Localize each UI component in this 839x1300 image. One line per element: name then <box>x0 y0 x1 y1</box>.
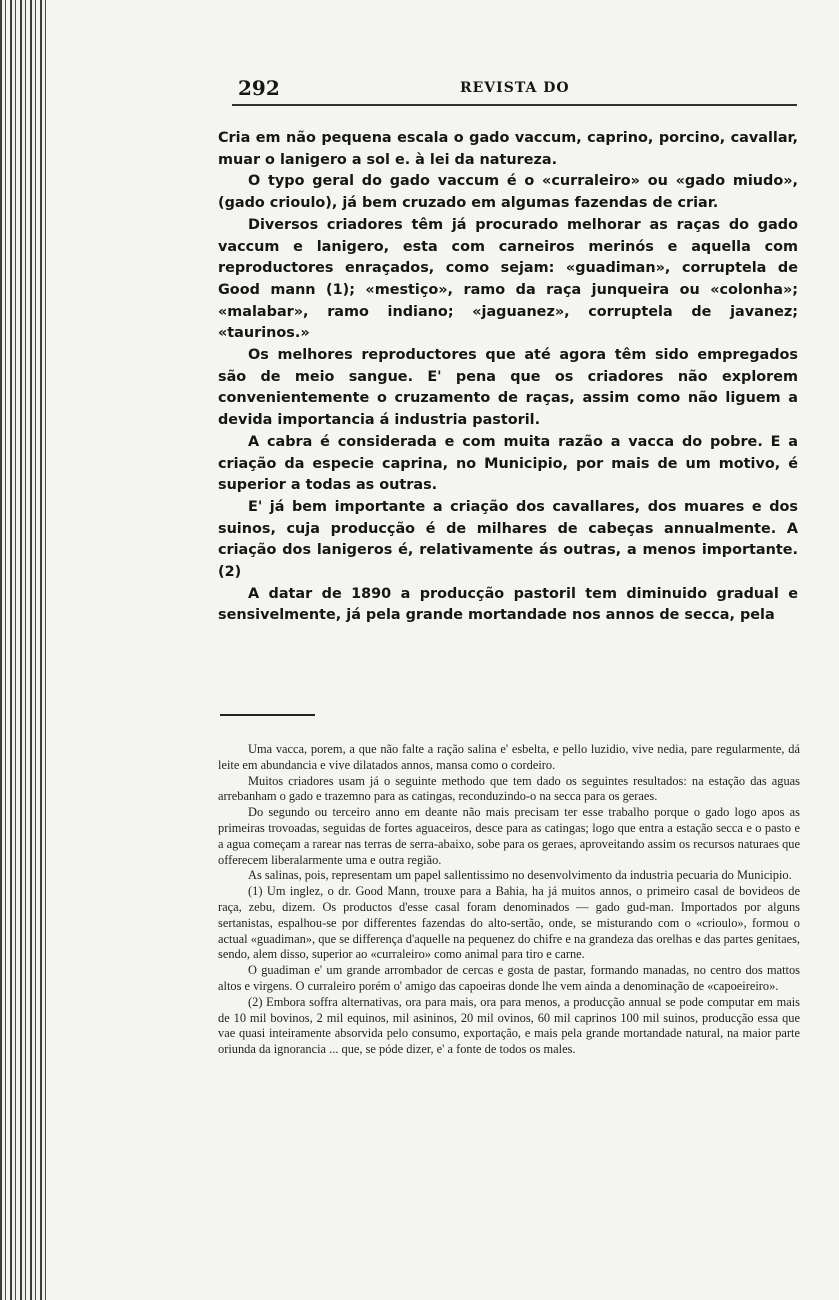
footnotes <box>218 742 800 1058</box>
paragraph: O typo geral do gado vaccum é o «curraleiro» ou «gado miudo», (gado crioulo), já bem cruzado em algumas fazendas de criar. <box>218 173 798 212</box>
footnote: O guadiman e' um grande arrombador de cercas e gosta de pastar, formando manadas, no centro dos mattos altos e virgens. O curraleiro porém o' amigo das capoeiras donde lhe vem ainda a denominação de «capoeireiro». <box>218 963 800 993</box>
footnote: Muitos criadores usam já o seguinte methodo que tem dado os seguintes resultados: na estação das aguas arrebanham o gado e trazemno para as catingas, reconduzindo-o na secca para os geraes. <box>218 773 800 804</box>
page-number: 292 <box>238 76 280 100</box>
paragraph: Os melhores reproductores que até agora têm sido empregados são de meio sangue. E' pena que os criadores não explorem convenientemente o cruzamento de raças, assim como não liguem a devida importancia á industria pastoril. <box>218 347 798 429</box>
main-text <box>218 128 798 627</box>
footnote: (1) Um inglez, o dr. Good Mann, trouxe para a Bahia, ha já muitos annos, o primeiro casal de bovideos de raça, zebu, dizem. Os productos d'esse casal foram denominados — gado gud-man. Importados por alguns sertanistas, espalhou-se por differentes fazendas do alto-sertão, onde, se misturando com o «crioulo», formou o actual «guadiman», que se differença d'aquelle na pequenez do chifre e na grandeza das orelhas e das partes genitaes, sendo, alem disso, superior ao «curraleiro» como animal para tiro e carne. <box>218 884 800 962</box>
footnote: As salinas, pois, representam um papel sallentissimo no desenvolvimento da industria pecuaria do Municipio. <box>248 868 792 883</box>
paragraph: E' já bem importante a criação dos cavallares, dos muares e dos suinos, cuja producção é de milhares de cabeças annualmente. A criação dos lanigeros é, relativamente ás outras, a menos importante. (2) <box>218 498 798 581</box>
paragraph: Diversos criadores têm já procurado melhorar as raças do gado vaccum e lanigero, esta com carneiros merinós e aquella com reproductores enraçados, como sejam: «guadiman», corruptela de Good mann (1); «mestiço», ramo da raça junqueira ou «colonha»; «malabar», ramo indiano; «jaguanez», corruptela de javanez; «taurinos.» <box>218 216 798 342</box>
header-rule <box>232 104 797 106</box>
paragraph: A datar de 1890 a producção pastoril tem diminuido gradual e sensivelmente, já pela grande mortandade nos annos de secca, pela <box>218 585 798 624</box>
book-binding-edge <box>0 0 48 1300</box>
footnote-rule <box>220 714 315 716</box>
running-title: REVISTA DO <box>460 80 570 96</box>
footnote: Do segundo ou terceiro anno em deante não mais precisam ter esse trabalho porque o gado logo apos as primeiras trovoadas, seguidas de fortes aguaceiros, desce para as catingas; logo que entra a estação secca e o pasto e a agua começam a rarear nas terras de serra-abaixo, sobe para os geraes, aproveitando assim os recursos naturaes que offerecem liberalarmente uma e outra região. <box>218 805 800 867</box>
footnote: Uma vacca, porem, a que não falte a ração salina e' esbelta, e pello luzidio, vive nedia, pare regularmente, dá leite em abundancia e vive dilatados annos, mansa como o cordeiro. <box>218 742 800 772</box>
paragraph: Cria em não pequena escala o gado vaccum, caprino, porcino, cavallar, muar o lanigero a sol e. à lei da natureza. <box>218 130 798 168</box>
paragraph: A cabra é considerada e com muita razão a vacca do pobre. E a criação da especie caprina, no Municipio, por mais de um motivo, é superior a todas as outras. <box>218 433 798 494</box>
footnote: (2) Embora soffra alternativas, ora para mais, ora para menos, a producção annual se pode computar em mais de 10 mil bovinos, 2 mil equinos, mil asininos, 20 mil ovinos, 60 mil caprinos 100 mil suinos, producção essa que vae quasi inteiramente absorvida pelo consumo, exportação, e mais pela grande mortandade natural, na maior parte oriunda da ignorancia ... que, se póde dizer, e' a fonte de todos os males. <box>218 994 800 1057</box>
